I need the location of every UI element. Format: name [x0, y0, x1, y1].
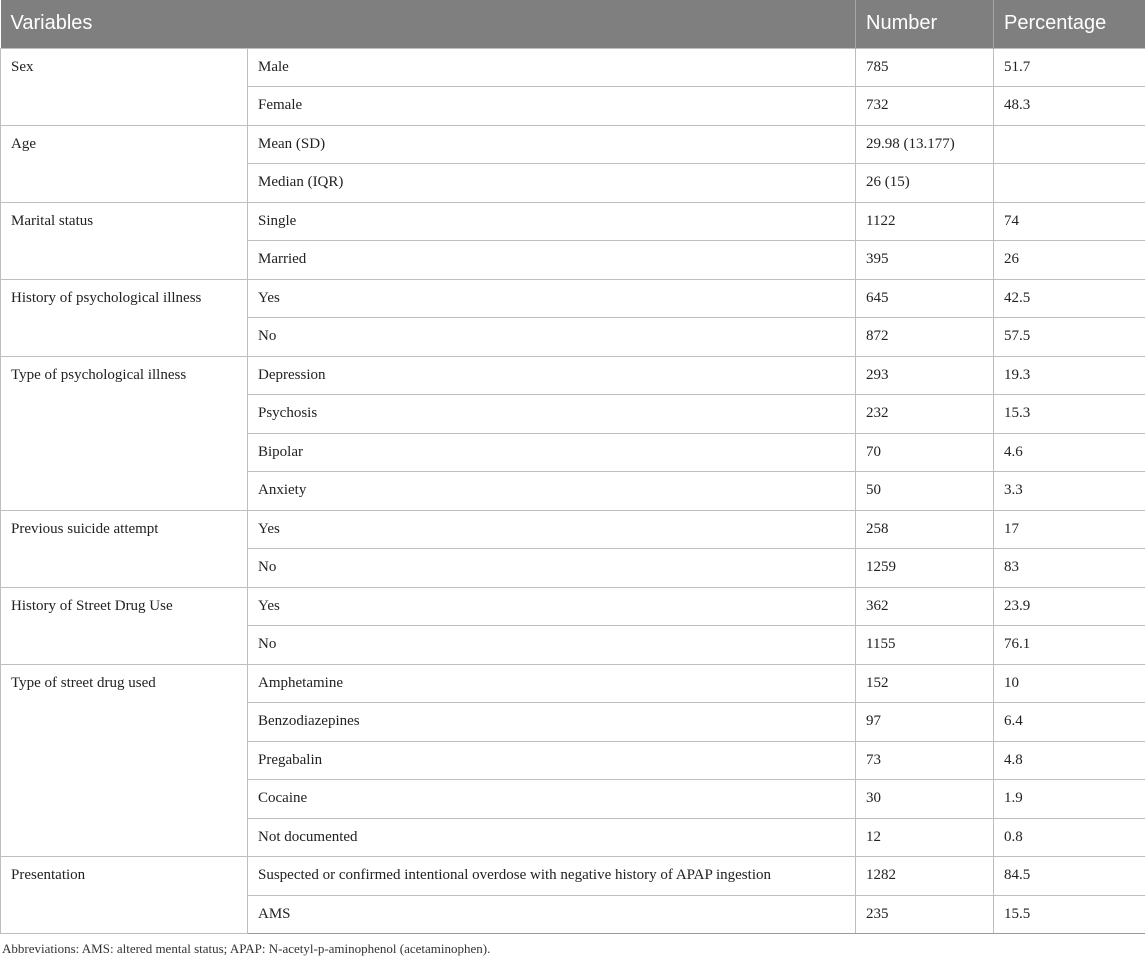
table-body [1, 48, 1145, 934]
percentage-cell: 74 [994, 202, 1145, 241]
percentage-cell: 10 [994, 664, 1145, 703]
number-cell: 50 [856, 472, 994, 511]
category-cell: No [248, 318, 856, 357]
number-cell: 293 [856, 356, 994, 395]
variable-group-label: Age [1, 125, 248, 202]
category-cell: AMS [248, 895, 856, 934]
category-cell: Mean (SD) [248, 125, 856, 164]
percentage-cell: 42.5 [994, 279, 1145, 318]
number-cell: 1282 [856, 857, 994, 896]
variable-group-label: Previous suicide attempt [1, 510, 248, 587]
number-cell: 1259 [856, 549, 994, 588]
table-row [1, 279, 1145, 318]
variable-group-label: History of psychological illness [1, 279, 248, 356]
number-cell: 645 [856, 279, 994, 318]
number-cell: 235 [856, 895, 994, 934]
percentage-cell [994, 125, 1145, 164]
percentage-cell: 15.5 [994, 895, 1145, 934]
category-cell: Anxiety [248, 472, 856, 511]
category-cell: Not documented [248, 818, 856, 857]
number-cell: 97 [856, 703, 994, 742]
number-cell: 30 [856, 780, 994, 819]
percentage-cell: 17 [994, 510, 1145, 549]
table-row [1, 202, 1145, 241]
variable-group-label: Marital status [1, 202, 248, 279]
number-cell: 26 (15) [856, 164, 994, 203]
percentage-cell: 26 [994, 241, 1145, 280]
number-cell: 785 [856, 48, 994, 87]
percentage-cell: 51.7 [994, 48, 1145, 87]
category-cell: Benzodiazepines [248, 703, 856, 742]
category-cell: Yes [248, 587, 856, 626]
category-cell: No [248, 626, 856, 665]
percentage-cell: 48.3 [994, 87, 1145, 126]
variable-group-label: Sex [1, 48, 248, 125]
variable-group-label: Type of psychological illness [1, 356, 248, 510]
percentage-cell: 15.3 [994, 395, 1145, 434]
header-row [1, 0, 1145, 48]
percentage-cell: 6.4 [994, 703, 1145, 742]
number-cell: 12 [856, 818, 994, 857]
category-cell: Amphetamine [248, 664, 856, 703]
percentage-cell: 84.5 [994, 857, 1145, 896]
header-percentage: Percentage [994, 0, 1145, 48]
percentage-cell: 57.5 [994, 318, 1145, 357]
variable-group-label: Presentation [1, 857, 248, 934]
category-cell: Yes [248, 279, 856, 318]
variable-group-label: Type of street drug used [1, 664, 248, 857]
table-row [1, 857, 1145, 896]
number-cell: 1122 [856, 202, 994, 241]
number-cell: 362 [856, 587, 994, 626]
percentage-cell: 0.8 [994, 818, 1145, 857]
category-cell: Married [248, 241, 856, 280]
category-cell: Psychosis [248, 395, 856, 434]
header-variables: Variables [1, 0, 856, 48]
table-row [1, 125, 1145, 164]
number-cell: 70 [856, 433, 994, 472]
percentage-cell: 23.9 [994, 587, 1145, 626]
number-cell: 258 [856, 510, 994, 549]
number-cell: 395 [856, 241, 994, 280]
table-row [1, 587, 1145, 626]
category-cell: Single [248, 202, 856, 241]
category-cell: Pregabalin [248, 741, 856, 780]
category-cell: Median (IQR) [248, 164, 856, 203]
table-footnote: Abbreviations: AMS: altered mental status; APAP: N-acetyl-p-aminophenol (acetaminophen). [2, 941, 491, 956]
header-number: Number [856, 0, 994, 48]
percentage-cell: 3.3 [994, 472, 1145, 511]
category-cell: Female [248, 87, 856, 126]
number-cell: 152 [856, 664, 994, 703]
category-cell: Yes [248, 510, 856, 549]
percentage-cell: 1.9 [994, 780, 1145, 819]
category-cell: Cocaine [248, 780, 856, 819]
percentage-cell: 83 [994, 549, 1145, 588]
percentage-cell [994, 164, 1145, 203]
number-cell: 1155 [856, 626, 994, 665]
percentage-cell: 4.6 [994, 433, 1145, 472]
percentage-cell: 4.8 [994, 741, 1145, 780]
number-cell: 872 [856, 318, 994, 357]
category-cell: Depression [248, 356, 856, 395]
number-cell: 732 [856, 87, 994, 126]
category-cell: No [248, 549, 856, 588]
category-cell: Bipolar [248, 433, 856, 472]
percentage-cell: 76.1 [994, 626, 1145, 665]
category-cell: Suspected or confirmed intentional overdose with negative history of APAP ingestion [248, 857, 856, 896]
table-row [1, 510, 1145, 549]
table-header [1, 0, 1145, 48]
percentage-cell: 19.3 [994, 356, 1145, 395]
variable-group-label: History of Street Drug Use [1, 587, 248, 664]
number-cell: 73 [856, 741, 994, 780]
table-row [1, 664, 1145, 703]
number-cell: 29.98 (13.177) [856, 125, 994, 164]
table-row [1, 48, 1145, 87]
number-cell: 232 [856, 395, 994, 434]
category-cell: Male [248, 48, 856, 87]
table-row [1, 356, 1145, 395]
